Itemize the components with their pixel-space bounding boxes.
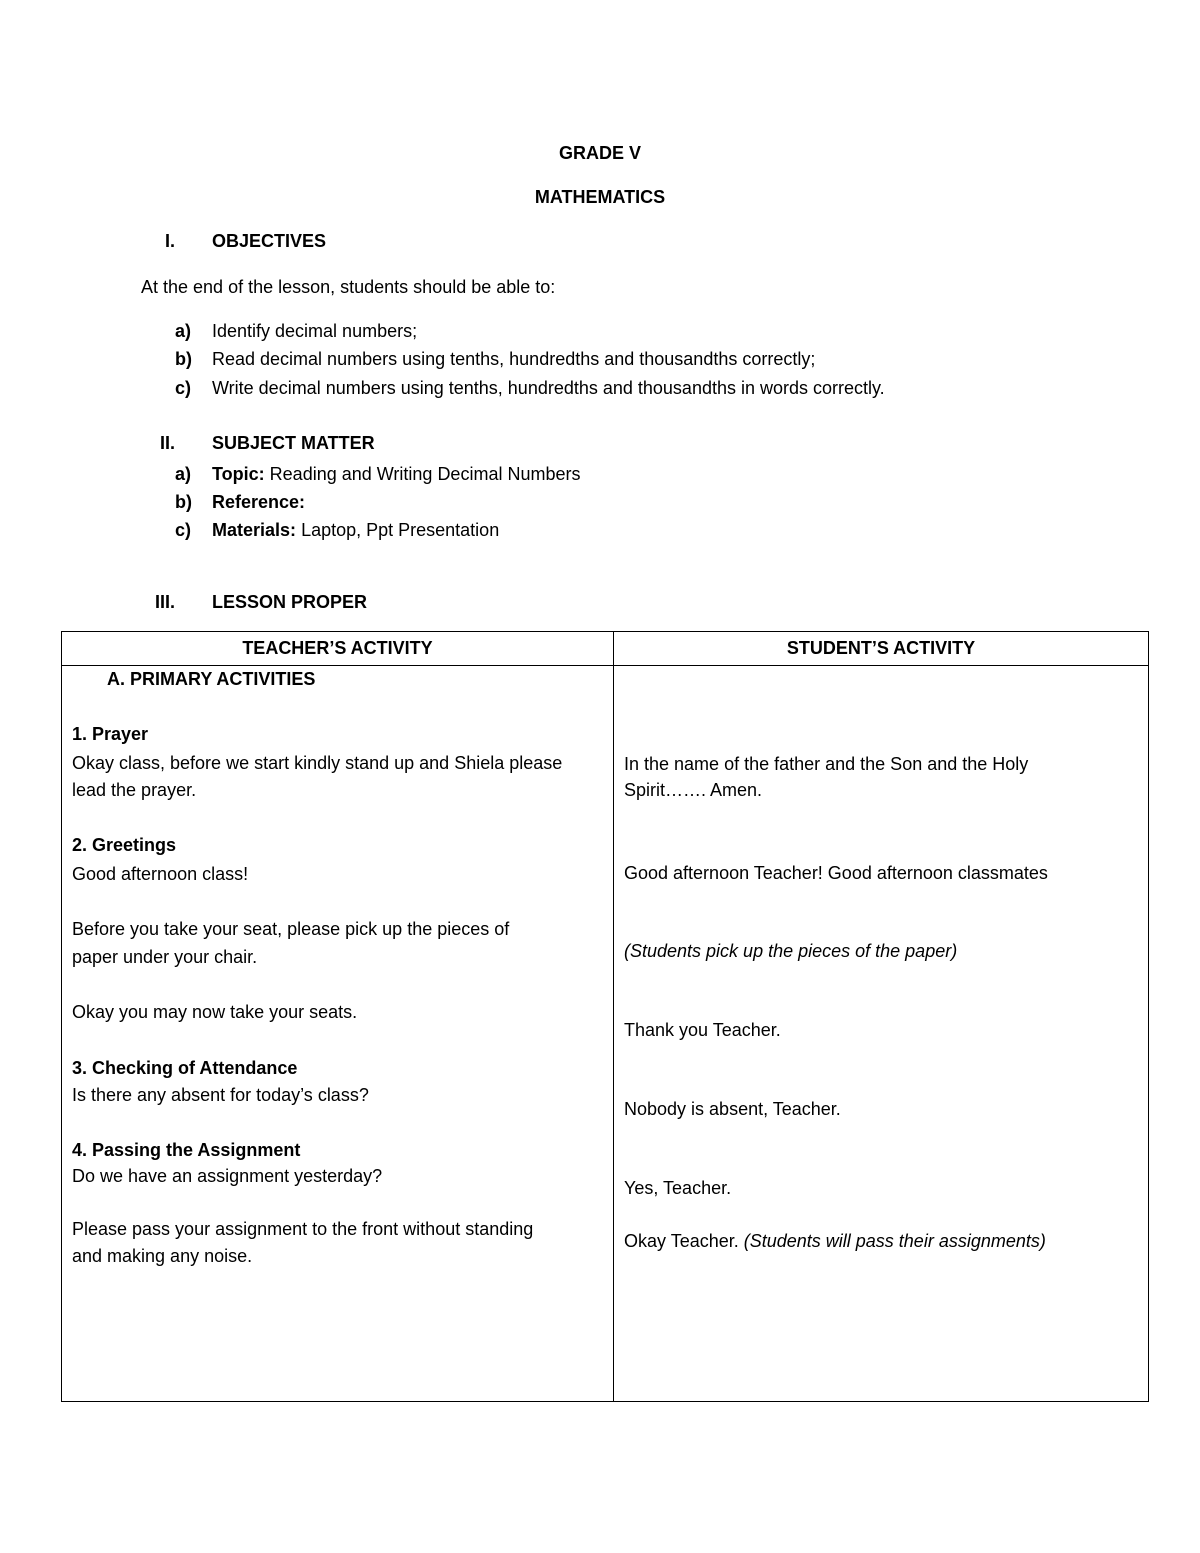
objectives-intro: At the end of the lesson, students should be able to:: [141, 277, 556, 297]
objective-item: Write decimal numbers using tenths, hundredths and thousandths in words correctly.: [212, 378, 885, 398]
teacher-line: Good afternoon class!: [72, 864, 249, 884]
subject-topic: [212, 464, 580, 485]
objective-label: c): [175, 378, 192, 398]
teacher-activity-header: TEACHER’S ACTIVITY: [62, 632, 614, 666]
topic-value: Reading and Writing Decimal Numbers: [269, 464, 581, 484]
subject-matter-numeral: II.: [160, 433, 176, 453]
teacher-line: and making any noise.: [72, 1246, 253, 1266]
lesson-proper-heading: LESSON PROPER: [212, 592, 368, 612]
student-line: (Students pick up the pieces of the paper): [624, 941, 958, 961]
teacher-line: paper under your chair.: [72, 947, 258, 967]
student-line: Nobody is absent, Teacher.: [624, 1099, 841, 1119]
teacher-line: Please pass your assignment to the front without standing: [72, 1219, 534, 1239]
teacher-line: Do we have an assignment yesterday?: [72, 1166, 383, 1186]
student-line: In the name of the father and the Son and the Holy: [624, 754, 1029, 774]
objectives-heading: OBJECTIVES: [212, 231, 327, 251]
student-line: Thank you Teacher.: [624, 1020, 781, 1040]
objective-item: Identify decimal numbers;: [212, 321, 418, 341]
student-line: Spirit……. Amen.: [624, 780, 763, 800]
student-activity-cell: [614, 666, 1149, 1402]
lesson-proper-numeral: III.: [155, 592, 176, 612]
objective-item: Read decimal numbers using tenths, hundredths and thousandths correctly;: [212, 349, 816, 369]
teacher-line: Okay class, before we start kindly stand up and Shiela please: [72, 753, 563, 773]
subject-materials: [212, 520, 499, 541]
subject-label: a): [175, 464, 192, 484]
teacher-line: Before you take your seat, please pick up the pieces of: [72, 919, 510, 939]
teacher-line: Is there any absent for today’s class?: [72, 1085, 369, 1105]
subject-label: b): [175, 492, 192, 512]
student-line: Yes, Teacher.: [624, 1178, 732, 1198]
subject-reference: [212, 492, 305, 513]
grade-title: GRADE V: [558, 143, 641, 163]
materials-key: Materials:: [212, 520, 297, 540]
topic-key: Topic:: [212, 464, 265, 484]
subject-matter-heading: SUBJECT MATTER: [212, 433, 375, 453]
primary-activities-heading: A. PRIMARY ACTIVITIES: [107, 669, 316, 689]
reference-key: Reference:: [212, 492, 306, 512]
prayer-heading: 1. Prayer: [72, 724, 149, 744]
lesson-table: [61, 631, 1149, 1402]
student-line: Good afternoon Teacher! Good afternoon classmates: [624, 863, 1048, 883]
greetings-heading: 2. Greetings: [72, 835, 177, 855]
objective-label: b): [175, 349, 192, 369]
student-okay-note: (Students will pass their assignments): [743, 1231, 1046, 1251]
teacher-activity-cell: [62, 666, 614, 1402]
subject-label: c): [175, 520, 192, 540]
subject-title: MATHEMATICS: [534, 187, 666, 207]
teacher-line: lead the prayer.: [72, 780, 197, 800]
teacher-line: Okay you may now take your seats.: [72, 1002, 358, 1022]
assignment-heading: 4. Passing the Assignment: [72, 1140, 301, 1160]
materials-value: Laptop, Ppt Presentation: [301, 520, 500, 540]
student-activity-header: STUDENT’S ACTIVITY: [614, 632, 1149, 666]
student-line: [624, 1228, 1046, 1255]
student-okay-text: Okay Teacher.: [624, 1231, 744, 1251]
attendance-heading: 3. Checking of Attendance: [72, 1058, 298, 1078]
objectives-numeral: I.: [165, 231, 176, 251]
objective-label: a): [175, 321, 192, 341]
